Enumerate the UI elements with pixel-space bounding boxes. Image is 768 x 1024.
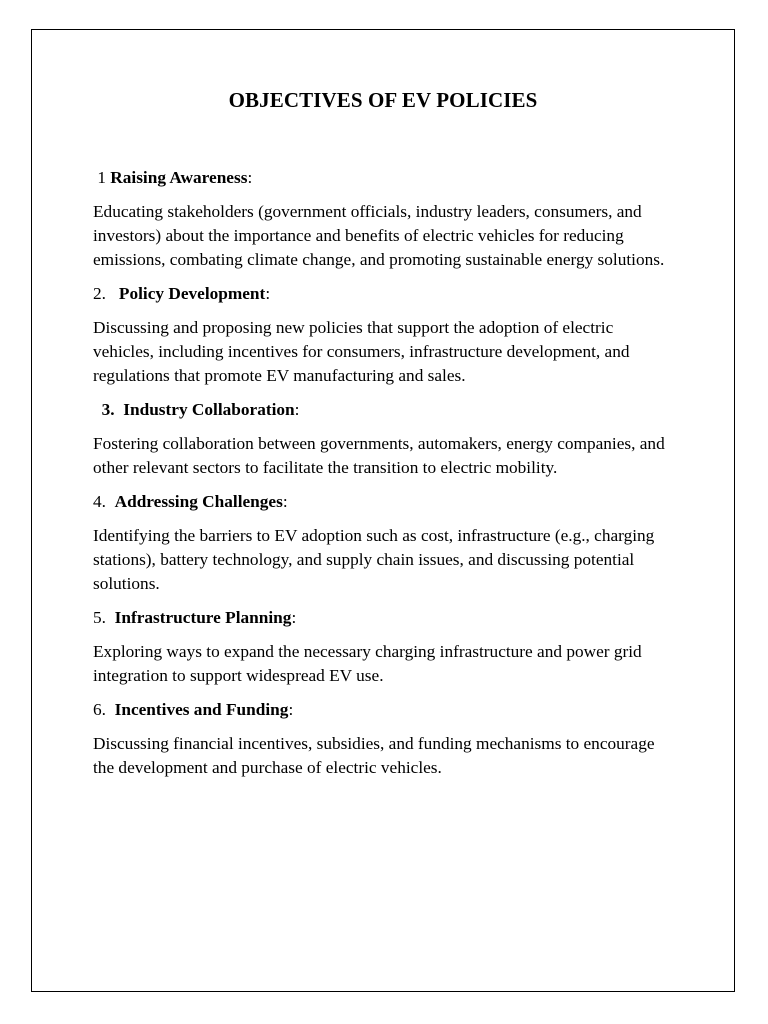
- section-heading-text: Raising Awareness: [110, 168, 248, 187]
- section-body: Fostering collaboration between governments, automakers, energy companies, and other relevant sectors to facilitate the transition to electric mobility.: [93, 434, 665, 477]
- section-number: 3.: [93, 400, 124, 419]
- section-number: 5.: [93, 608, 115, 627]
- section-number: 4.: [93, 492, 115, 511]
- section-body: Discussing and proposing new policies that support the adoption of electric vehicles, including incentives for consumers, infrastructure development, and regulations that promote EV manufacturing and sales.: [93, 318, 630, 385]
- section-body: Educating stakeholders (government officials, industry leaders, consumers, and investors) about the importance and benefits of electric vehicles for reducing emissions, combating climate change, and promoting sustainable energy solutions.: [93, 202, 665, 269]
- section-heading-text: Addressing Challenges: [114, 492, 283, 511]
- section-body: Exploring ways to expand the necessary charging infrastructure and power grid integration to support widespread EV use.: [93, 642, 642, 685]
- section-heading-text: Incentives and Funding: [114, 700, 289, 719]
- section-heading-suffix: :: [282, 492, 288, 511]
- section-heading: [93, 282, 673, 306]
- section-heading-suffix: :: [265, 284, 271, 303]
- section-incentives-and-funding: [93, 698, 673, 780]
- section-heading-suffix: :: [288, 700, 294, 719]
- section-heading-suffix: :: [247, 168, 253, 187]
- section-raising-awareness: [93, 166, 673, 272]
- section-heading: [93, 490, 673, 514]
- section-body: Identifying the barriers to EV adoption such as cost, infrastructure (e.g., charging stations), battery technology, and supply chain issues, and discussing potential solutions.: [93, 526, 655, 593]
- section-number: 2.: [93, 284, 119, 303]
- section-addressing-challenges: [93, 490, 673, 596]
- section-industry-collaboration: [93, 398, 673, 480]
- section-body: Discussing financial incentives, subsidies, and funding mechanisms to encourage the development and purchase of electric vehicles.: [93, 734, 655, 777]
- document-body: [93, 166, 673, 790]
- section-heading: [93, 698, 673, 722]
- section-heading-suffix: :: [291, 608, 297, 627]
- section-number: 1: [93, 168, 111, 187]
- section-heading-text: Policy Development: [118, 284, 266, 303]
- section-heading: [93, 166, 673, 190]
- section-infrastructure-planning: [93, 606, 673, 688]
- section-heading-text: Industry Collaboration: [123, 400, 295, 419]
- document-title: OBJECTIVES OF EV POLICIES: [228, 88, 538, 112]
- section-heading-text: Infrastructure Planning: [114, 608, 292, 627]
- section-number: 6.: [93, 700, 115, 719]
- section-heading: [93, 606, 673, 630]
- section-heading-suffix: :: [294, 400, 300, 419]
- section-policy-development: [93, 282, 673, 388]
- section-heading: [93, 398, 673, 422]
